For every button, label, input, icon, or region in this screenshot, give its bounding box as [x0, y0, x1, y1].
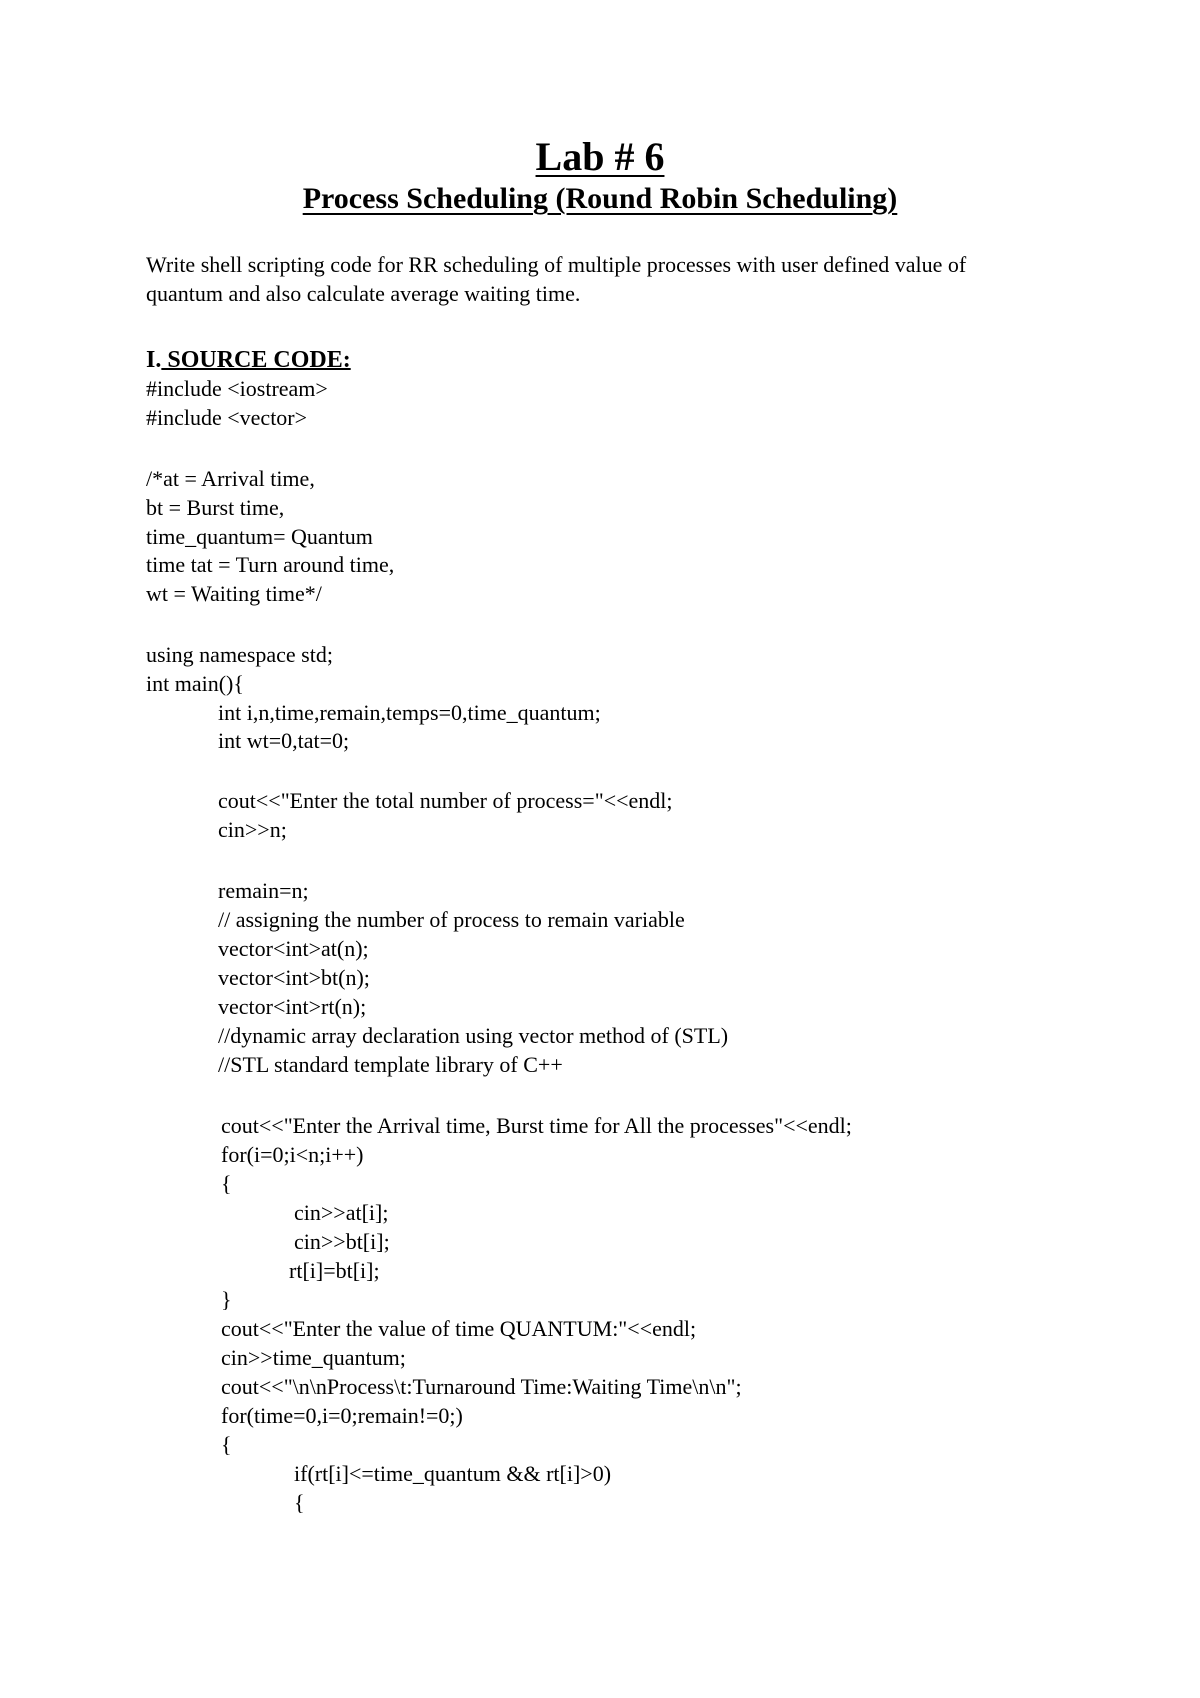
code-line: time_quantum= Quantum: [146, 524, 373, 549]
code-line: vector<int>at(n);: [218, 936, 369, 961]
code-line: vector<int>rt(n);: [218, 994, 367, 1019]
section-number: I.: [146, 347, 162, 373]
code-line: int i,n,time,remain,temps=0,time_quantum;: [218, 700, 601, 725]
code-line: #include <iostream>: [146, 376, 328, 401]
intro-line: Write shell scripting code for RR scheduling of multiple processes with user defined value of: [146, 252, 967, 277]
code-line: {: [294, 1490, 305, 1515]
code-line: cin>>at[i];: [294, 1200, 389, 1225]
code-line: }: [221, 1287, 232, 1312]
intro-paragraph: [146, 250, 1076, 308]
code-line: remain=n;: [218, 878, 309, 903]
section-heading-text: SOURCE CODE:: [161, 347, 351, 373]
code-line: //dynamic array declaration using vector method of (STL): [218, 1023, 729, 1048]
lab-title: Lab # 6: [535, 134, 665, 179]
code-line: //STL standard template library of C++: [218, 1052, 563, 1077]
code-line: // assigning the number of process to remain variable: [218, 907, 685, 932]
subtitle: Process Scheduling (Round Robin Scheduling): [302, 182, 898, 215]
code-line: cout<<"Enter the value of time QUANTUM:"<<endl;: [221, 1316, 697, 1341]
code-line: #include <vector>: [146, 405, 308, 430]
code-line: cout<<"Enter the Arrival time, Burst time for All the processes"<<endl;: [221, 1113, 852, 1138]
code-line: int main(){: [146, 671, 244, 696]
code-line: /*at = Arrival time,: [146, 466, 315, 491]
code-line: for(time=0,i=0;remain!=0;): [221, 1403, 463, 1428]
intro-line: quantum and also calculate average waiting time.: [146, 281, 581, 306]
section-heading: [146, 345, 351, 375]
code-line: cin>>time_quantum;: [221, 1345, 406, 1370]
code-line: rt[i]=bt[i];: [289, 1258, 380, 1283]
code-line: time tat = Turn around time,: [146, 552, 395, 577]
code-line: cin>>n;: [218, 817, 287, 842]
code-line: int wt=0,tat=0;: [218, 728, 350, 753]
code-line: using namespace std;: [146, 642, 333, 667]
code-line: bt = Burst time,: [146, 495, 285, 520]
code-line: cin>>bt[i];: [294, 1229, 390, 1254]
code-line: {: [221, 1432, 232, 1457]
code-line: wt = Waiting time*/: [146, 581, 322, 606]
code-line: vector<int>bt(n);: [218, 965, 370, 990]
code-line: {: [221, 1171, 232, 1196]
code-line: cout<<"Enter the total number of process="<<endl;: [218, 788, 673, 813]
code-line: for(i=0;i<n;i++): [221, 1142, 364, 1167]
code-line: cout<<"\n\nProcess\t:Turnaround Time:Waiting Time\n\n";: [221, 1374, 742, 1399]
code-line: if(rt[i]<=time_quantum && rt[i]>0): [294, 1461, 612, 1486]
